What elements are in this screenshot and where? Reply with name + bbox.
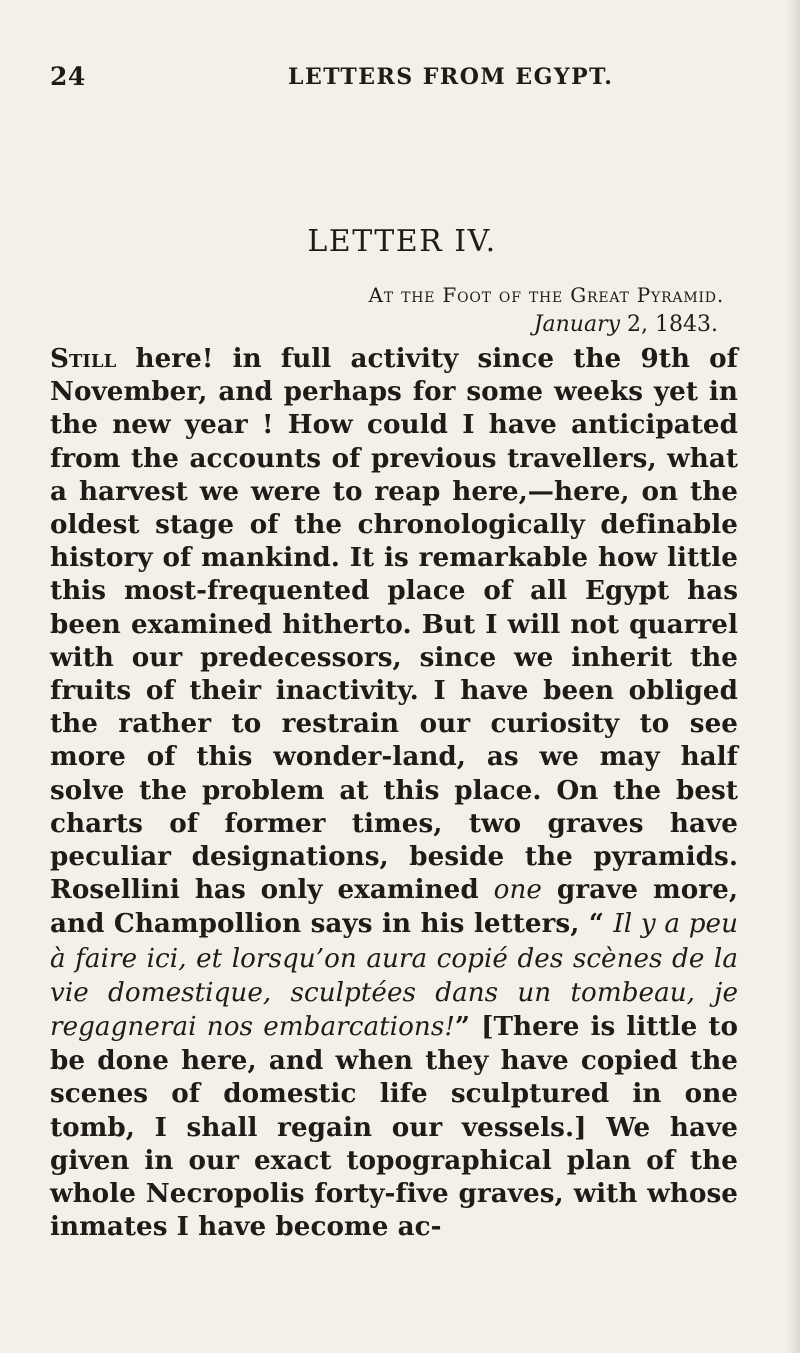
letter-body bbox=[50, 342, 748, 1243]
french-quotation: Il y a peu à faire ici, et lorsqu’on aura copié des scènes de la vie domestique, sculptées dans un tombeau, je regagnerai nos embarcations! bbox=[50, 909, 747, 1043]
page-number: 24 bbox=[50, 62, 86, 91]
running-head bbox=[50, 62, 750, 96]
letter-heading: LETTER IV. bbox=[307, 224, 497, 259]
letter-date-month: January bbox=[533, 312, 621, 337]
emphasis-one: one bbox=[493, 875, 542, 906]
letter-date bbox=[534, 312, 718, 337]
body-part-3: ” [There is little to be done here, and when they have copied the scenes of domestic life sculptured in one tomb, I shall regain our vessels.] We have given in our exact topographical plan of the whole Necropolis forty-five graves, with whose inmates I have become ac- bbox=[50, 1011, 748, 1243]
letter-place: At the Foot of the Great Pyramid. bbox=[368, 283, 724, 307]
opening-word: Still bbox=[50, 343, 117, 374]
body-part-2: grave more, and Champollion says in his letters, “ bbox=[50, 874, 748, 940]
body-part-1: here! in full activity since the 9th of November, and perhaps for some weeks yet in the new year ! How could I have anticipated from the accounts of previous travellers, what a harvest we were to reap here,—here, on the oldest stage of the chronologically definable history of mankind. It is remarkable how little this most-frequented place of all Egypt has been examined hitherto. But I will not quarrel with our predecessors, since we inherit the fruits of their inactivity. I have been obliged the rather to restrain our curiosity to see more of this wonder-land, as we may half solve the problem at this place. On the best charts of former times, two graves have peculiar designations, beside the pyramids. Rosellini has only examined bbox=[50, 343, 748, 906]
running-head-title: LETTERS FROM EGYPT. bbox=[288, 64, 614, 90]
letter-date-rest: 2, 1843. bbox=[620, 312, 718, 337]
page-gutter-shadow bbox=[786, 0, 800, 1353]
